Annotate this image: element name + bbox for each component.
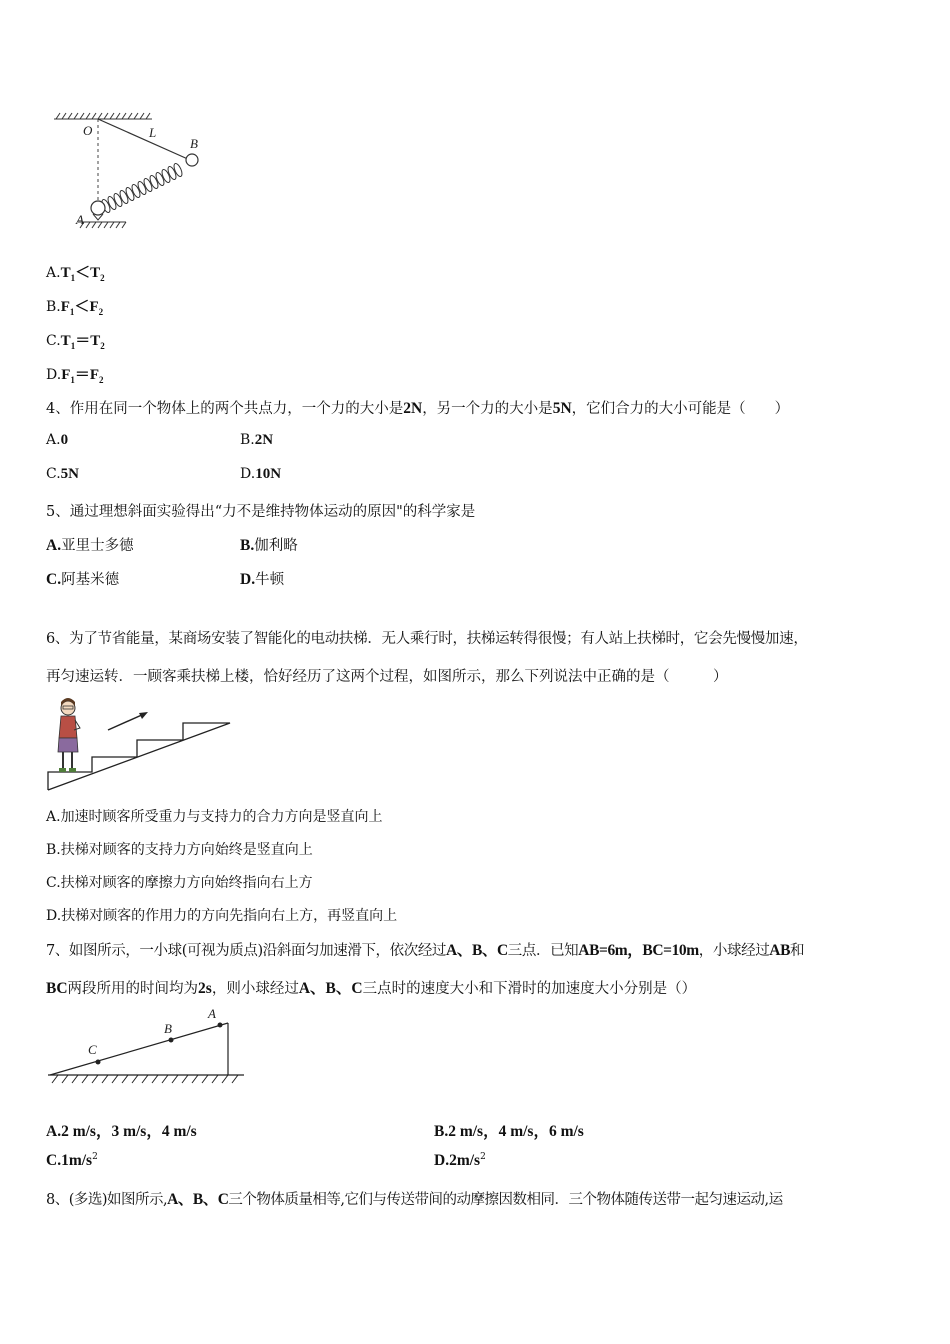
point-a xyxy=(218,1023,223,1028)
q6-option-c: C.扶梯对顾客的摩擦力方向始终指向右上方 xyxy=(46,875,313,891)
label-c: C xyxy=(88,1042,97,1057)
q7-option-c: $C.1m/s^2$ xyxy=(46,1152,98,1169)
q5-option-a: A.亚里士多德 xyxy=(46,537,134,554)
label-a: A xyxy=(76,212,84,227)
ball-a xyxy=(91,201,105,215)
ceiling-hatch xyxy=(54,113,152,119)
q7-option-a: A.2 m/s，3 m/s，4 m/s xyxy=(46,1123,197,1140)
q8-stem: 8、(多选)如图所示,A、B、C三个物体质量相等,它们与传送带间的动摩擦因数相同．三个物体随传送带一起匀速运动,运 xyxy=(46,1191,783,1208)
ball-b xyxy=(186,154,198,166)
q7-stem-line1: 7、如图所示，一小球(可视为质点)沿斜面匀加速滑下，依次经过A、B、C三点．已知AB=6m，BC=10m，小球经过AB和 xyxy=(46,942,805,959)
q3-option-d: $D.F_1=F_2$ xyxy=(46,367,104,385)
person-icon xyxy=(58,698,80,772)
q5-option-b: B.伽利略 xyxy=(240,537,298,554)
q5-stem: 5、通过理想斜面实验得出“力不是维持物体运动的原因"的科学家是 xyxy=(46,504,476,520)
q4-option-b: B.2N xyxy=(240,432,274,448)
q7-stem-line2: BC两段所用的时间均为2s，则小球经过A、B、C三点时的速度大小和下滑时的加速度大小分别是（） xyxy=(46,980,697,997)
q6-option-a: A.加速时顾客所受重力与支持力的合力方向是竖直向上 xyxy=(46,809,383,825)
label-a: A xyxy=(208,1006,216,1021)
label-b: B xyxy=(190,136,198,151)
incline-slope xyxy=(50,1023,228,1075)
spring xyxy=(100,162,183,213)
q6-option-d: D.扶梯对顾客的作用力的方向先指向右上方，再竖直向上 xyxy=(46,908,398,924)
label-l: L xyxy=(149,125,157,140)
q7-option-d: $D.2m/s^2$ xyxy=(434,1152,486,1169)
pendulum-spring-figure xyxy=(40,110,220,240)
q4-stem: 4、作用在同一个物体上的两个共点力，一个力的大小是2N，另一个力的大小是5N，它们合力的大小可能是（ ） xyxy=(46,400,790,417)
q3-option-b: $B.F_1<F_2$ xyxy=(46,299,104,317)
ground-hatch xyxy=(52,1075,238,1083)
point-c xyxy=(96,1060,101,1065)
label-b: B xyxy=(164,1021,172,1036)
incline-figure xyxy=(44,1005,254,1095)
q6-option-b: B.扶梯对顾客的支持力方向始终是竖直向上 xyxy=(46,842,313,858)
label-o: O xyxy=(83,123,93,138)
q7-option-b: B.2 m/s，4 m/s，6 m/s xyxy=(434,1123,584,1140)
q3-option-c: $C.T_1=T_2$ xyxy=(46,333,105,351)
q5-option-d: D.牛顿 xyxy=(240,571,285,588)
point-b xyxy=(169,1038,174,1043)
motion-arrow xyxy=(108,714,144,730)
q6-stem-line1: 6、为了节省能量，某商场安装了智能化的电动扶梯．无人乘行时，扶梯运转得很慢；有人站上扶梯时，它会先慢慢加速， xyxy=(46,631,808,647)
q4-option-d: D.10N xyxy=(240,466,282,482)
q4-option-a: A.0 xyxy=(46,432,69,448)
string-ol xyxy=(98,119,190,160)
motion-arrowhead xyxy=(139,712,148,719)
q6-stem-line2: 再匀速运转．一顾客乘扶梯上楼，恰好经历了这两个过程，如图所示，那么下列说法中正确的是（ ） xyxy=(46,669,728,685)
q5-option-c: C.阿基米德 xyxy=(46,571,120,588)
q3-option-a: $A.T_1<T_2$ xyxy=(46,265,105,283)
q4-option-c: C.5N xyxy=(46,466,80,482)
floor-hatch xyxy=(78,222,126,228)
escalator-figure xyxy=(44,694,239,794)
